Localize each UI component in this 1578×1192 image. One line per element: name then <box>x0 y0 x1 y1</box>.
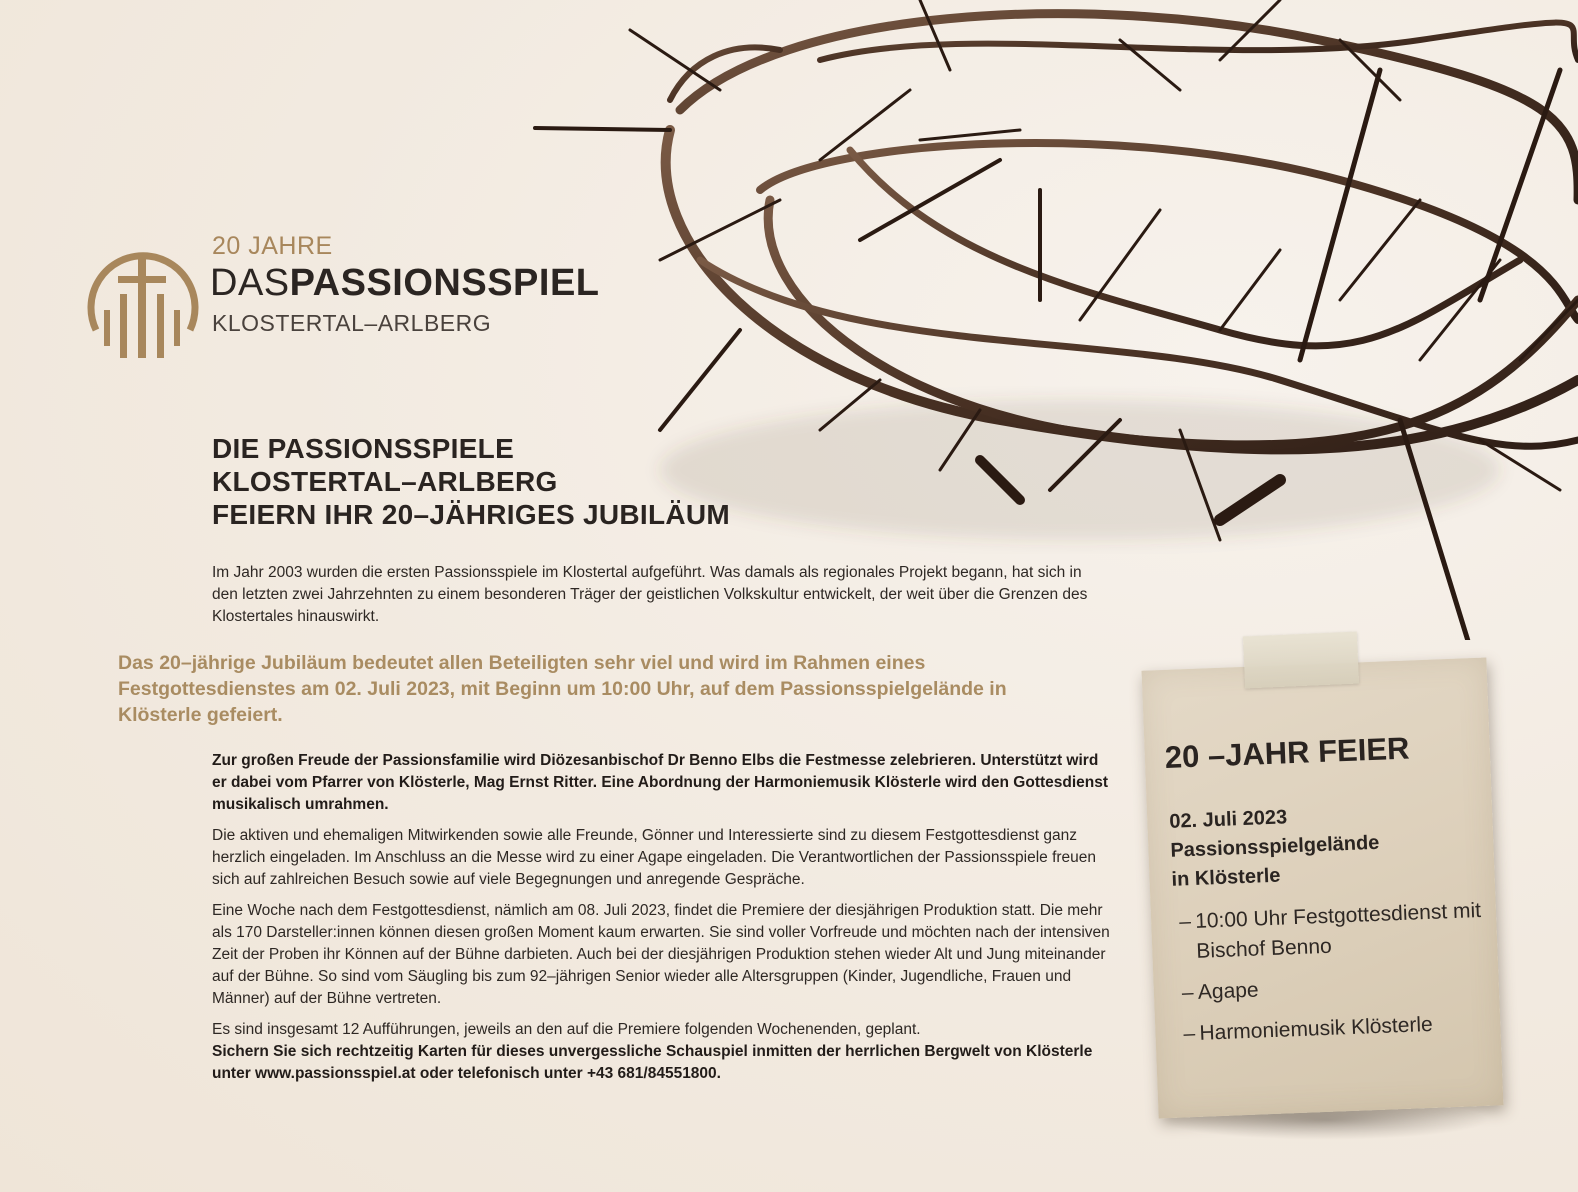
crown-of-thorns-image <box>520 0 1578 640</box>
headline-line-1: DIE PASSIONSSPIELE <box>212 433 515 464</box>
note-program-list <box>1179 895 1501 1060</box>
note-place-line-2: in Klösterle <box>1171 864 1281 891</box>
note-info <box>1169 800 1381 895</box>
highlight-paragraph: Das 20–jährige Jubiläum bedeutet allen Beteiligten sehr viel und wird im Rahmen eines Festgottesdienstes am 02. Juli 2023, mit Beginn um 10:00 Uhr, auf dem Passionsspielgelände in Klösterle gefeiert. <box>118 652 1007 726</box>
logo <box>84 232 644 362</box>
note-date: 02. Juli 2023 <box>1168 806 1288 833</box>
intro-paragraph: Im Jahr 2003 wurden die ersten Passionsspiele im Klostertal aufgeführt. Was damals als regionales Projekt begann, hat sich in den letzten zwei Jahrzehnten zu einem besonderen Träger der geistlichen Volkskultur entwickelt, der weit über die Grenzen des Klostertales hinauswirkt. <box>212 564 1088 625</box>
logo-title-bold: PASSIONSSPIEL <box>289 262 600 304</box>
logo-anniversary: 20 JAHRE <box>212 232 333 260</box>
cross-emblem-icon <box>84 234 202 358</box>
note-list-item: – Harmoniemusik Klösterle <box>1183 1007 1500 1049</box>
body-paragraph-2: Die aktiven und ehemaligen Mitwirkenden sowie alle Freunde, Gönner und Interessierte sind zu diesem Festgottesdienst ganz herzlich eingeladen. Im Anschluss an die Messe wird zu einer Agape eingeladen. Die Verantwortlichen der Passionsspiele freuen sich auf zahlreichen Besuch sowie auf viele Begegnungen und anregende Gespräche. <box>212 827 1097 888</box>
body-paragraph-3: Eine Woche nach dem Festgottesdienst, nämlich am 08. Juli 2023, findet die Premiere der diesjährigen Produktion statt. Die mehr als 170 Darsteller:innen können diesen großen Moment kaum erwarten. Sie sind voller Vorfreude und möchten nach der intensiven Zeit der Proben ihr Können auf der Bühne darbieten. Auch bei der diesjährigen Produktion stehen wieder Alt und Jung miteinander auf der Bühne. So sind vom Säugling bis zum 92–jährigen Senior wieder alle Altersgruppen (Kinder, Jugendliche, Frauen und Männer) auf der Bühne vertreten. <box>212 902 1110 1007</box>
note-title: 20 –JAHR FEIER <box>1164 730 1411 775</box>
tickets-text: Sichern Sie sich rechtzeitig Karten für dieses unvergessliche Schauspiel inmitten der herrlichen Bergwelt von Klösterle unter www.passionsspiel.at oder telefonisch unter +43 681/84551800. <box>212 1043 1093 1082</box>
headline-line-3: FEIERN IHR 20–JÄHRIGES JUBILÄUM <box>212 499 731 530</box>
headline <box>212 432 972 531</box>
note-list-item: – 10:00 Uhr Festgottesdienst mit Bischof Benno <box>1179 895 1497 967</box>
logo-title-light: DAS <box>210 262 290 304</box>
body-paragraph-4 <box>212 1019 1112 1085</box>
article-body <box>212 750 1112 1094</box>
headline-line-2: KLOSTERTAL–ARLBERG <box>212 466 558 497</box>
note-list-item: – Agape <box>1181 966 1498 1008</box>
event-note-card <box>1142 658 1504 1119</box>
logo-region: KLOSTERTAL–ARLBERG <box>212 310 492 336</box>
logo-title <box>210 262 600 305</box>
note-place-line-1: Passionsspielgelände <box>1170 831 1380 862</box>
performances-text: Es sind insgesamt 12 Aufführungen, jeweils an den auf die Premiere folgenden Wochenenden, geplant. <box>212 1021 921 1038</box>
tape-strip <box>1243 632 1359 689</box>
body-paragraph-1: Zur großen Freude der Passionsfamilie wird Diözesanbischof Dr Benno Elbs die Festmesse zelebrieren. Unterstützt wird er dabei vom Pfarrer von Klösterle, Mag Ernst Ritter. Eine Abordnung der Harmoniemusik Klösterle wird den Gottesdienst musikalisch umrahmen. <box>212 752 1109 813</box>
